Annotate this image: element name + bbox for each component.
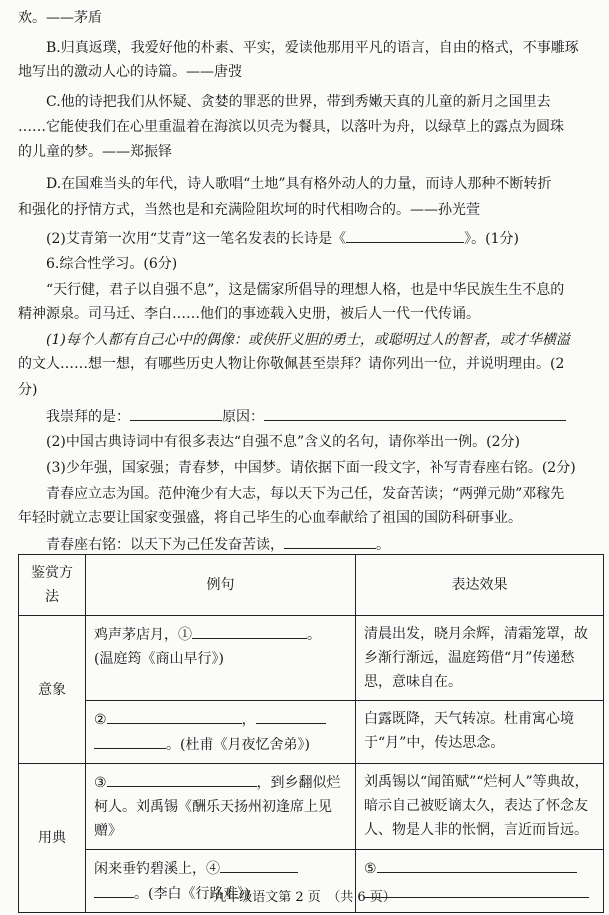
page-footer: 九年级语文第 2 页 （共 6 页） [213, 890, 396, 905]
answer-blank-3[interactable] [107, 770, 257, 787]
text-line: 精神源泉。司马迁、李白……他们的事迹载入史册，被后人一代一代传诵。 [18, 306, 480, 322]
answer-blank-2c[interactable] [94, 732, 166, 749]
admire-answer-line [46, 404, 597, 429]
question-6-heading: 6.综合性学习。(6分) [46, 256, 178, 272]
answer-blank-reason[interactable] [264, 404, 566, 421]
category-allusion: 用典 [19, 764, 86, 913]
label-reason: 原因： [222, 409, 264, 425]
option-c-line: C.他的诗把我们从怀疑、贪婪的罪恶的世界，带到秀嫩天真的儿童的新月之国里去 [46, 94, 551, 110]
question-6-1: (1)每个人都有自己心中的偶像：或侠肝义胆的勇士，或聪明过人的智者，或才华横溢 [46, 332, 570, 348]
example-text: 闲来垂钓碧溪上，④ [94, 861, 220, 877]
example-source: (温庭筠《商山早行》) [94, 651, 224, 667]
option-d-line: D.在国难当头的年代，诗人歌唱“土地”具有格外动人的力量，而诗人那种不断转折 [46, 176, 552, 192]
example-text: ， [241, 712, 256, 728]
answer-blank-motto[interactable] [284, 532, 376, 549]
question-text: 》。(1分) [464, 231, 519, 247]
example-source: 。(李白《行路难》) [134, 886, 250, 902]
text-line: 的儿童的梦。——郑振铎 [18, 144, 172, 160]
question-6-3: (3)少年强，国家强；青春梦，中国梦。请依据下面一段文字，补写青春座右铭。(2分) [46, 460, 576, 476]
answer-blank-poem-title[interactable] [346, 226, 464, 243]
category-imagery: 意象 [19, 616, 86, 764]
example-cell [86, 701, 356, 764]
example-text: 鸡声茅店月，① [94, 627, 192, 643]
text-line: 年轻时就立志要让国家变强盛，将自己毕生的心血奉献给了祖国的国防科研事业。 [18, 510, 522, 526]
text-line: 青春应立志为国。范仲淹少有大志，每以天下为己任，发奋苦读；“两弹元勋”邓稼先 [46, 486, 565, 502]
text-line: “天行健，君子以自强不息”，这是儒家所倡导的理想人格，也是中华民族生生不息的 [46, 282, 565, 298]
example-cell [86, 616, 356, 701]
effect-cell: 清晨出发，晓月余辉，清霜笼罩，故乡渐行渐远，温庭筠借“月”传递愁思，意味自在。 [356, 616, 604, 701]
example-cell [86, 764, 356, 850]
question-5-2 [46, 226, 597, 251]
effect-cell: 刘禹锡以“闻笛赋”“烂柯人”等典故，暗示自己被贬谪太久，表达了怀念友人、物是人非的怅惘，言近而旨远。 [356, 764, 604, 850]
header-method: 鉴赏方法 [19, 555, 86, 616]
table-row [19, 764, 604, 850]
example-text: 。 [307, 627, 321, 643]
option-b-line: B.归真返璞，我爱好他的朴素、平实，爱读他那用平凡的语言，自由的格式，不事雕琢 [46, 40, 579, 56]
example-text: ③ [94, 775, 107, 791]
answer-blank-1[interactable] [192, 622, 307, 639]
text-line: 和强化的抒情方式，当然也是和充满险阻坎坷的时代相吻合的。——孙光萱 [18, 202, 480, 218]
table-row [19, 701, 604, 764]
text-line: ……它能使我们在心里重温着在海滨以贝壳为餐具，以落叶为舟，以绿草上的露点为圆珠 [18, 119, 564, 135]
text-line: 分) [18, 382, 38, 398]
example-text: ，到乡翻似烂柯人。刘禹锡《酬乐天扬州初逢席上见赠》 [94, 775, 341, 839]
poetry-table [18, 554, 604, 913]
motto-end: 。 [376, 537, 390, 553]
question-text: (2)艾青第一次用“艾青”这一笔名发表的长诗是《 [46, 231, 347, 247]
answer-blank-2a[interactable] [107, 707, 242, 724]
motto-text: 青春座右铭：以天下为己任发奋苦读， [46, 537, 284, 553]
example-text: ② [94, 712, 107, 728]
table-row [19, 616, 604, 701]
text-line: 的文人……想一想，有哪些历史人物让你敬佩甚至崇拜？请你列出一位，并说明理由。(2 [18, 356, 565, 372]
header-example: 例句 [86, 555, 356, 616]
answer-blank-2b[interactable] [256, 707, 326, 724]
effect-cell: 白露既降，天气转凉。杜甫寓心境于“月”中，传达思念。 [356, 701, 604, 764]
example-text: ⑤ [364, 861, 377, 877]
table-header-row [19, 555, 604, 616]
example-source: 。(杜甫《月夜忆舍弟》) [166, 737, 310, 753]
text-line: 欢。——茅盾 [18, 10, 102, 26]
question-6-2: (2)中国古典诗词中有很多表达“自强不息”含义的名句，请你举出一例。(2分) [46, 434, 520, 450]
header-effect: 表达效果 [356, 555, 604, 616]
answer-blank-4a[interactable] [220, 856, 298, 873]
answer-blank-person[interactable] [130, 404, 222, 421]
label-admire: 我崇拜的是： [46, 409, 130, 425]
text-line: 地写出的激动人心的诗篇。——唐弢 [18, 64, 242, 80]
answer-blank-5a[interactable] [377, 856, 577, 873]
